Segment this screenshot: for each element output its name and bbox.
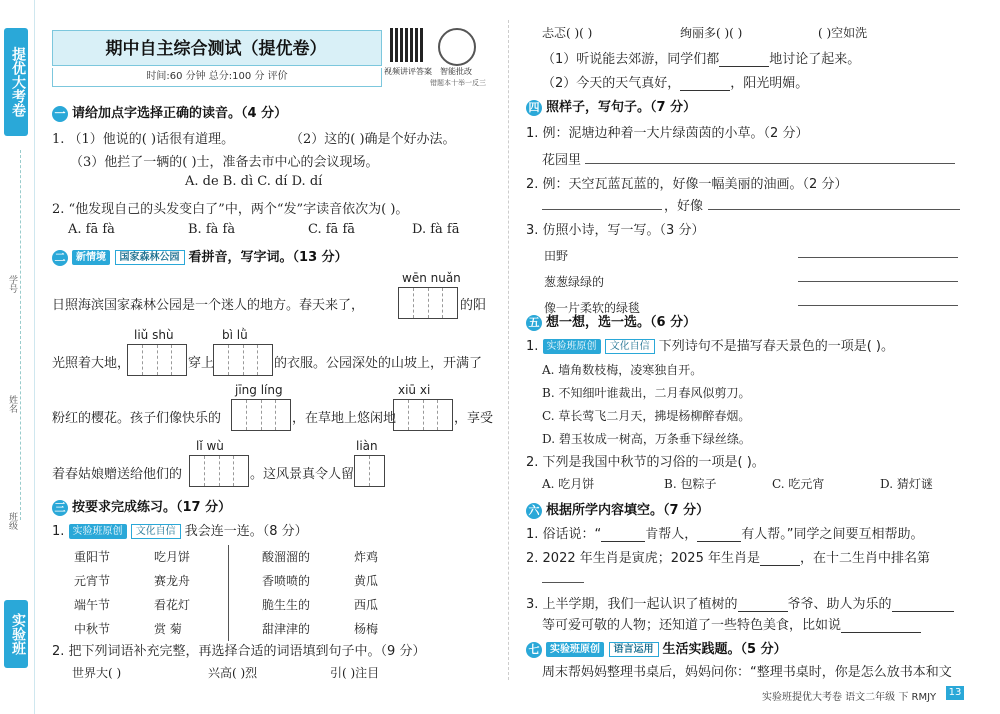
- label-xuehao: 学号: [7, 275, 17, 293]
- r1-sentence-2: （2）今天的天气真好， ，阳光明媚。: [542, 76, 809, 91]
- poem-line-2[interactable]: [798, 281, 958, 282]
- s4-poem: 田野 葱葱绿绿的 像一片柔软的绿毯: [544, 249, 641, 315]
- s1-opt-c: C. fā fā: [308, 222, 356, 237]
- s4-q1-answer-line[interactable]: [585, 163, 955, 164]
- label-xingming: 姓名: [7, 395, 17, 413]
- section-6-heading: 六 根据所学内容填空。（7 分）: [526, 499, 709, 519]
- s3-word-2: 兴高( )烈: [208, 666, 258, 680]
- s7-line1: 周末帮妈妈整理书桌后，妈妈问你：“整理书桌时，你是怎么放书本和文: [542, 665, 952, 680]
- section-3-heading: 三 按要求完成练习。（17 分）: [52, 496, 231, 516]
- s1-q2: 2. “他发现自己的头发变白了”中，两个“发”字读音依次为( )。: [52, 202, 409, 217]
- s1-opt-b: B. fà fà: [188, 222, 236, 237]
- binding-strip: [0, 0, 35, 714]
- s5-q2-opt-d: D. 猜灯谜: [880, 477, 933, 491]
- s3-q1: 1. 实验班原创 文化自信 我会连一连。（8 分）: [52, 524, 308, 539]
- s2-line3b: ，在草地上悠闲地: [292, 411, 397, 426]
- qr-code-icon: [390, 28, 424, 62]
- section-5-heading: 五 想一想，选一选。（6 分）: [526, 311, 696, 331]
- tag-forest-park: 国家森林公园: [115, 250, 185, 265]
- s5-q2-opt-b: B. 包粽子: [664, 477, 717, 491]
- s5-q2-opt-a: A. 吃月饼: [542, 477, 595, 491]
- brand-vertical: 提优大考卷: [4, 28, 28, 136]
- s4-q1-answer-lead: 花园里: [542, 153, 582, 168]
- pinyin-xiuxi: xiū xi: [398, 383, 431, 397]
- s4-q2: 2. 例：天空瓦蓝瓦蓝的，好像一幅美丽的油画。（2 分）: [526, 177, 848, 192]
- s2-line4b: 。这风景真令人留: [250, 467, 355, 482]
- poem-line-1[interactable]: [798, 257, 958, 258]
- qr-caption: 视频讲评答案: [384, 67, 432, 76]
- tag-culture: 文化自信: [131, 524, 181, 539]
- char-grid-liushu[interactable]: [127, 344, 187, 376]
- page-number: 13: [946, 686, 964, 700]
- pinyin-lian: liàn: [356, 439, 378, 453]
- tag-original: 实验班原创: [69, 524, 127, 539]
- s1-options-1: A. de B. dì C. dí D. dí: [185, 174, 323, 189]
- s1-q1c: （3）他拦了一辆的( )士，准备去市中心的会议现场。: [70, 155, 379, 170]
- s5-q1: 1. 实验班原创 文化自信 下列诗句不是描写春天景色的一项是( )。: [526, 339, 894, 354]
- char-grid-liwu[interactable]: [189, 455, 249, 487]
- r0-word-1: 忐忑( )( ): [542, 26, 593, 40]
- s4-q1: 1. 例：泥塘边种着一大片绿茵茵的小草。（2 分）: [526, 126, 809, 141]
- r0-word-2: 绚丽多( )( ): [680, 26, 743, 40]
- exam-meta: 时间:60 分钟 总分:100 分 评价: [52, 68, 382, 87]
- s4-q2-answer-line-1[interactable]: [542, 209, 662, 210]
- s2-line1b: 的阳: [460, 298, 487, 313]
- smart-grade-icon: [438, 28, 476, 66]
- s2-line2b: 穿上: [188, 356, 215, 371]
- s2-line2c: 的衣服。公园深处的山坡上，开满了: [274, 356, 483, 371]
- footer-text: 实验班提优大考卷 语文二年级 下 RMJY: [762, 692, 937, 703]
- s6-q2-rank-line[interactable]: [542, 582, 584, 583]
- pinyin-jingling: jīng líng: [235, 383, 283, 397]
- s2-line3a: 粉红的樱花。孩子们像快乐的: [52, 411, 222, 426]
- s6-q3-cont: 等可爱可敬的人物；还知道了一些特色美食，比如说: [542, 614, 921, 633]
- s4-q3: 3. 仿照小诗，写一写。（3 分）: [526, 223, 705, 238]
- label-banji: 班级: [7, 512, 17, 530]
- cut-line: [20, 150, 21, 520]
- section-4-heading: 四 照样子，写句子。（7 分）: [526, 96, 696, 116]
- poem-line-3[interactable]: [798, 305, 958, 306]
- match-col-4: 炸鸡 黄瓜 西瓜 杨梅: [354, 550, 379, 636]
- pinyin-bilv: bì lǜ: [222, 328, 248, 342]
- s5-q2-opt-c: C. 吃元宵: [772, 477, 825, 491]
- section-number: 一: [52, 106, 68, 122]
- smart-grade-sub: 错题本十举一反三: [430, 79, 486, 87]
- s5-q2: 2. 下列是我国中秋节的习俗的一项是( )。: [526, 455, 765, 470]
- r1-sentence-1: （1）听说能去郊游，同学们都 地讨论了起来。: [542, 52, 861, 67]
- page-title: 期中自主综合测试（提优卷）: [105, 39, 327, 59]
- s6-q1: 1. 俗话说：“ 肯帮人， 有人帮。”同学之间要互相帮助。: [526, 527, 924, 542]
- s2-line3c: ，享受: [454, 411, 494, 426]
- match-col-3: 酸溜溜的 香喷喷的 脆生生的 甜津津的: [262, 550, 311, 636]
- char-grid-jingling[interactable]: [231, 399, 291, 431]
- s1-q1b: （2）这的( )确是个好办法。: [290, 132, 456, 147]
- s1-q1a: 1. （1）他说的( )话很有道理。: [52, 132, 235, 147]
- r0-word-3: ( )空如洗: [818, 26, 868, 40]
- section-7-heading: 七 实验班原创 语言运用 生活实践题。（5 分）: [526, 638, 787, 658]
- s4-q2-answer-line-2[interactable]: [708, 209, 960, 210]
- brand-vertical-bottom: 实验班: [4, 600, 28, 668]
- pinyin-wennuan: wēn nuǎn: [402, 271, 461, 285]
- char-grid-xiuxi[interactable]: [393, 399, 453, 431]
- s4-q2-answer-mid: ，好像: [664, 199, 704, 214]
- s2-line2a: 光照着大地，: [52, 356, 131, 371]
- char-grid-lian[interactable]: [354, 455, 385, 487]
- s1-opt-a: A. fā fà: [68, 222, 115, 237]
- match-col-2: 吃月饼 赛龙舟 看花灯 赏 菊: [154, 550, 191, 636]
- smart-grade-caption: 智能批改: [440, 67, 472, 76]
- tag-new-context: 新情境: [72, 250, 110, 265]
- s2-line1a: 日照海滨国家森林公园是一个迷人的地方。春天来了，: [52, 298, 365, 313]
- s6-q3: 3. 上半学期，我们一起认识了植树的 爷爷、助人为乐的: [526, 593, 954, 612]
- s3-word-3: 引( )注目: [330, 666, 380, 680]
- s2-line4a: 着春姑娘赠送给他们的: [52, 467, 183, 482]
- section-2-heading: 二 新情境 国家森林公园 看拼音，写字词。（13 分）: [52, 246, 348, 266]
- char-grid-bilv[interactable]: [213, 344, 273, 376]
- exam-header: [52, 22, 490, 88]
- match-col-1: 重阳节 元宵节 端午节 中秋节: [74, 550, 111, 636]
- s3-word-1: 世界大( ): [72, 666, 122, 680]
- pinyin-liushu: liǔ shù: [134, 328, 174, 342]
- section-1-heading: 一 请给加点字选择正确的读音。（4 分）: [52, 102, 287, 122]
- s5-q1-options: A. 墙角数枝梅，凌寒独自开。 B. 不知细叶谁裁出，二月春风似剪刀。 C. 草长莺飞二月天，拂堤杨柳醉春烟。 D. 碧玉妆成一树高，万条垂下绿丝绦。: [542, 363, 751, 446]
- page-fold: [508, 20, 509, 680]
- pinyin-liwu: lǐ wù: [196, 439, 224, 453]
- s1-opt-d: D. fà fā: [412, 222, 460, 237]
- match-divider: [228, 545, 229, 641]
- s6-q2: 2. 2022 年生肖是寅虎；2025 年生肖是 ，在十二生肖中排名第: [526, 551, 930, 566]
- char-grid-wennuan[interactable]: [398, 287, 458, 319]
- s3-q2: 2. 把下列词语补充完整，再选择合适的词语填到句子中。（9 分）: [52, 644, 426, 659]
